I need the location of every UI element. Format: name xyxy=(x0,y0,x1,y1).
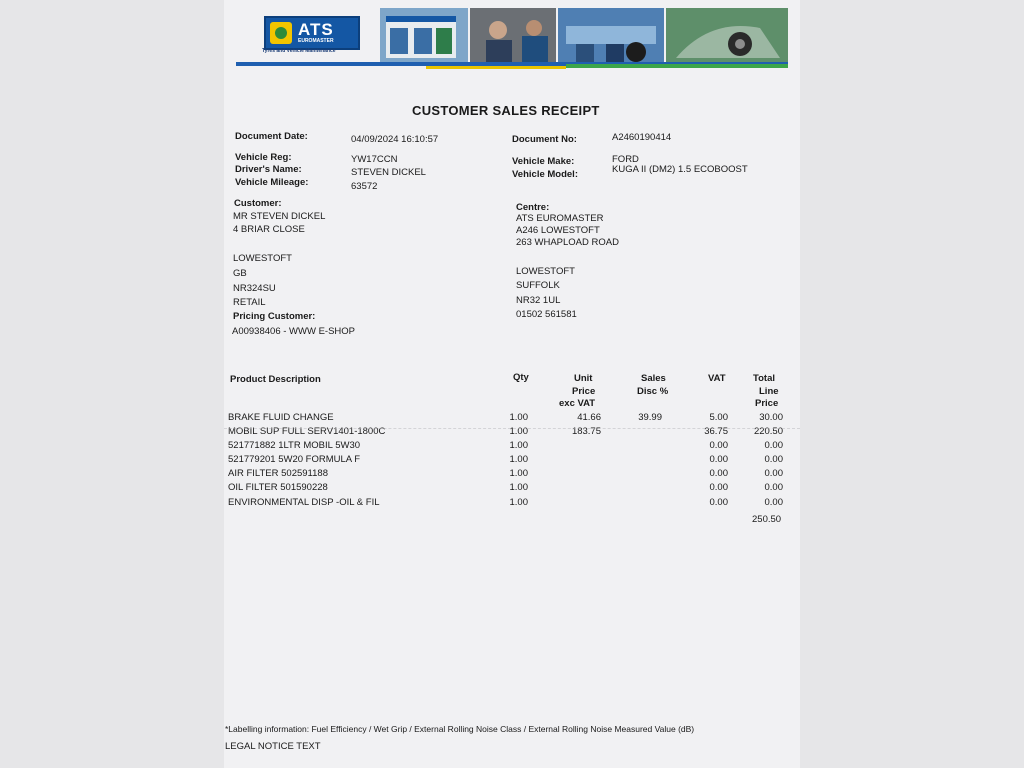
vehicle-make-label: Vehicle Make: xyxy=(512,156,575,167)
line-item-description: AIR FILTER 502591188 xyxy=(228,468,328,479)
centre-line: NR32 1UL xyxy=(516,295,561,306)
driver-name-value: STEVEN DICKEL xyxy=(351,167,426,178)
header-sales-disc: Sales xyxy=(641,373,666,384)
line-item-vat: 0.00 xyxy=(709,468,728,479)
header-qty: Qty xyxy=(513,372,529,383)
centre-line: LOWESTOFT xyxy=(516,266,575,277)
customer-line: LOWESTOFT xyxy=(233,253,292,264)
line-item-vat: 36.75 xyxy=(704,426,728,437)
header-unit-price: Price xyxy=(572,386,596,397)
centre-line: ATS EUROMASTER xyxy=(516,213,604,224)
line-item-qty: 1.00 xyxy=(509,440,528,451)
line-item-vat: 0.00 xyxy=(709,482,728,493)
grand-total: 250.50 xyxy=(752,514,782,525)
line-item-description: 521779201 5W20 FORMULA F xyxy=(228,454,361,465)
logo-subtext: EUROMASTER xyxy=(298,38,334,44)
vehicle-mileage-label: Vehicle Mileage: xyxy=(235,177,309,188)
document-date-label: Document Date: xyxy=(235,131,308,142)
vehicle-reg-value: YW17CCN xyxy=(351,154,398,165)
line-item-vat: 0.00 xyxy=(709,440,728,451)
document-no-value: A2460190414 xyxy=(612,132,672,143)
line-item-description: OIL FILTER 501590228 xyxy=(228,482,328,493)
line-item-vat: 5.00 xyxy=(709,412,728,423)
line-item-total: 220.50 xyxy=(753,426,783,437)
centre-label: Centre: xyxy=(516,202,550,213)
line-item-total: 0.00 xyxy=(764,497,783,508)
pricing-customer-value: A00938406 - WWW E-SHOP xyxy=(232,326,356,337)
line-item-total: 30.00 xyxy=(759,412,783,423)
labelling-information: *Labelling information: Fuel Efficiency / Wet Grip / External Rolling Noise Class / External Rolling Noise Measured Value (dB) xyxy=(225,724,695,734)
header-total-line-price: Price xyxy=(755,398,779,409)
vehicle-mileage-value: 63572 xyxy=(351,181,378,192)
ats-logo xyxy=(264,16,360,50)
centre-line: A246 LOWESTOFT xyxy=(516,225,600,236)
vehicle-model-label: Vehicle Model: xyxy=(512,169,578,180)
line-item-disc: 39.99 xyxy=(638,412,662,423)
driver-name-label: Driver's Name: xyxy=(235,164,302,175)
banner-yellow-stripe xyxy=(426,66,566,69)
centre-line: 01502 561581 xyxy=(516,309,577,320)
customer-label: Customer: xyxy=(234,198,282,209)
line-item-total: 0.00 xyxy=(764,482,783,493)
customer-line: 4 BRIAR CLOSE xyxy=(233,224,305,235)
header-banner xyxy=(236,4,788,70)
pricing-customer-label: Pricing Customer: xyxy=(233,311,316,322)
line-item-total: 0.00 xyxy=(764,440,783,451)
line-item-description: 521771882 1LTR MOBIL 5W30 xyxy=(228,440,361,451)
line-item-total: 0.00 xyxy=(764,454,783,465)
customer-line: MR STEVEN DICKEL xyxy=(233,211,326,222)
header-total-line-price: Line xyxy=(759,386,779,397)
paper-crease xyxy=(224,428,800,429)
customer-line: GB xyxy=(233,268,247,279)
header-sales-disc: Disc % xyxy=(637,386,669,397)
line-item-description: BRAKE FLUID CHANGE xyxy=(228,412,334,423)
line-item-unit-price: 183.75 xyxy=(571,426,601,437)
line-item-description: MOBIL SUP FULL SERV1401-1800C xyxy=(228,426,386,437)
line-item-vat: 0.00 xyxy=(709,497,728,508)
centre-line: SUFFOLK xyxy=(516,280,560,291)
header-unit-price: Unit xyxy=(574,373,593,384)
header-vat: VAT xyxy=(708,373,726,384)
header-unit-price: exc VAT xyxy=(559,398,596,409)
line-item-unit-price: 41.66 xyxy=(577,412,601,423)
centre-line: 263 WHAPLOAD ROAD xyxy=(516,237,619,248)
line-item-vat: 0.00 xyxy=(709,454,728,465)
line-item-description: ENVIRONMENTAL DISP -OIL & FIL xyxy=(228,497,380,508)
line-item-qty: 1.00 xyxy=(509,454,528,465)
line-item-total: 0.00 xyxy=(764,468,783,479)
customer-line: RETAIL xyxy=(233,297,266,308)
header-total-line-price: Total xyxy=(753,373,775,384)
customer-line: NR324SU xyxy=(233,283,276,294)
legal-notice: LEGAL NOTICE TEXT xyxy=(225,741,321,752)
vehicle-model-value: KUGA II (DM2) 1.5 ECOBOOST xyxy=(612,164,748,175)
vehicle-make-value: FORD xyxy=(612,154,639,165)
header-product-description: Product Description xyxy=(230,374,321,385)
banner-photos-image xyxy=(380,8,788,64)
banner-green-stripe xyxy=(566,64,788,68)
logo-text: ATS xyxy=(298,20,334,39)
document-date-value: 04/09/2024 16:10:57 xyxy=(351,134,439,145)
receipt-paper xyxy=(224,0,800,768)
brand-tagline: Tyres and Vehicle Maintenance xyxy=(262,48,336,54)
line-item-qty: 1.00 xyxy=(509,412,528,423)
logo-badge-icon xyxy=(270,22,292,44)
receipt-title: CUSTOMER SALES RECEIPT xyxy=(412,103,600,118)
line-item-qty: 1.00 xyxy=(509,497,528,508)
vehicle-reg-label: Vehicle Reg: xyxy=(235,152,292,163)
document-no-label: Document No: xyxy=(512,134,577,145)
line-item-qty: 1.00 xyxy=(509,482,528,493)
line-item-qty: 1.00 xyxy=(509,468,528,479)
line-item-qty: 1.00 xyxy=(509,426,528,437)
